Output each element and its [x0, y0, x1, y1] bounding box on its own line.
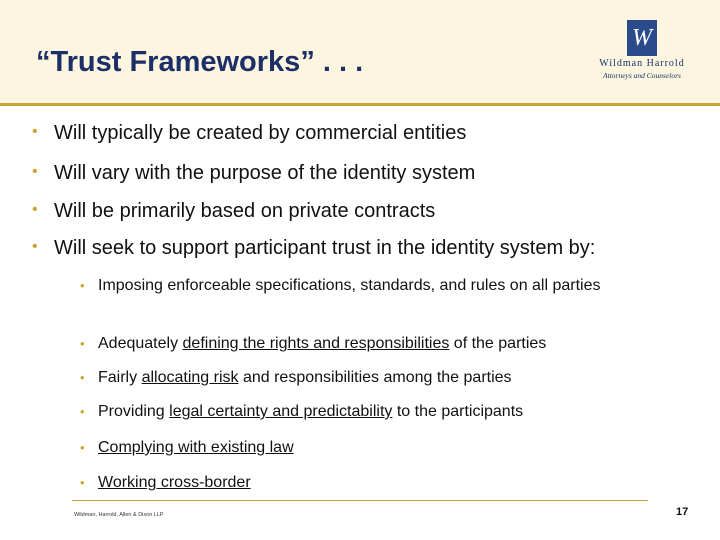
- bullet-marker: •: [32, 123, 38, 140]
- sub-bullet-post: to the participants: [392, 403, 524, 420]
- bullet-marker: •: [32, 238, 38, 255]
- sub-bullet-post: and responsibilities among the parties: [238, 369, 512, 386]
- sub-bullet-marker: •: [80, 278, 85, 293]
- sub-bullet-marker: •: [80, 404, 85, 419]
- sub-bullet-marker: •: [80, 336, 85, 351]
- sub-bullet-text: [80, 367, 670, 388]
- page-number: 17: [676, 506, 689, 518]
- bullet-text: Will vary with the purpose of the identity system: [54, 162, 476, 184]
- sub-bullet-pre: Adequately: [98, 335, 183, 352]
- footer-firm-name: Wildman, Harrold, Allen & Dixon LLP: [74, 512, 164, 518]
- sub-bullet-item: [80, 472, 670, 493]
- bullet-text: Will seek to support participant trust in the identity system by:: [54, 237, 596, 259]
- sub-bullet-text: [80, 437, 670, 458]
- bullet-marker: •: [32, 163, 38, 180]
- slide-title: “Trust Frameworks” . . .: [36, 46, 364, 78]
- header-divider: [0, 103, 720, 106]
- sub-bullet-text: [80, 472, 670, 493]
- logo-tagline: Attorneys and Counselors: [603, 71, 681, 80]
- firm-logo: [592, 20, 692, 92]
- logo-monogram: W: [632, 25, 652, 51]
- sub-bullet-underlined: defining the rights and responsibilities: [182, 335, 450, 352]
- sub-bullet-marker: •: [80, 475, 85, 490]
- sub-bullet-item: [80, 367, 670, 388]
- logo-monogram-box: [627, 20, 657, 56]
- bullet-marker: •: [32, 201, 38, 218]
- sub-bullet-item: [80, 401, 670, 422]
- footer-divider: [72, 500, 648, 501]
- sub-bullet-pre: Fairly: [98, 369, 142, 386]
- bullet-text: Will be primarily based on private contracts: [54, 200, 436, 222]
- sub-bullet-text: Imposing enforceable specifications, standards, and rules on all parties: [98, 277, 601, 294]
- sub-bullet-underlined: legal certainty and predictability: [169, 403, 393, 420]
- sub-bullet-underlined: allocating risk: [141, 369, 239, 386]
- sub-bullet-underlined: Complying with existing law: [98, 439, 294, 456]
- sub-bullet-text: [80, 333, 670, 354]
- bullet-text: Will typically be created by commercial entities: [54, 122, 467, 144]
- logo-firm-name: Wildman Harrold: [599, 58, 685, 69]
- sub-bullet-item: [80, 437, 670, 458]
- sub-bullet-item: [80, 333, 670, 354]
- sub-bullet-pre: Providing: [98, 403, 170, 420]
- sub-bullet-marker: •: [80, 370, 85, 385]
- sub-bullet-text: [80, 401, 670, 422]
- sub-bullet-post: of the parties: [449, 335, 547, 352]
- sub-bullet-marker: •: [80, 440, 85, 455]
- sub-bullet-item: [80, 275, 670, 296]
- sub-bullet-underlined: Working cross-border: [98, 474, 251, 491]
